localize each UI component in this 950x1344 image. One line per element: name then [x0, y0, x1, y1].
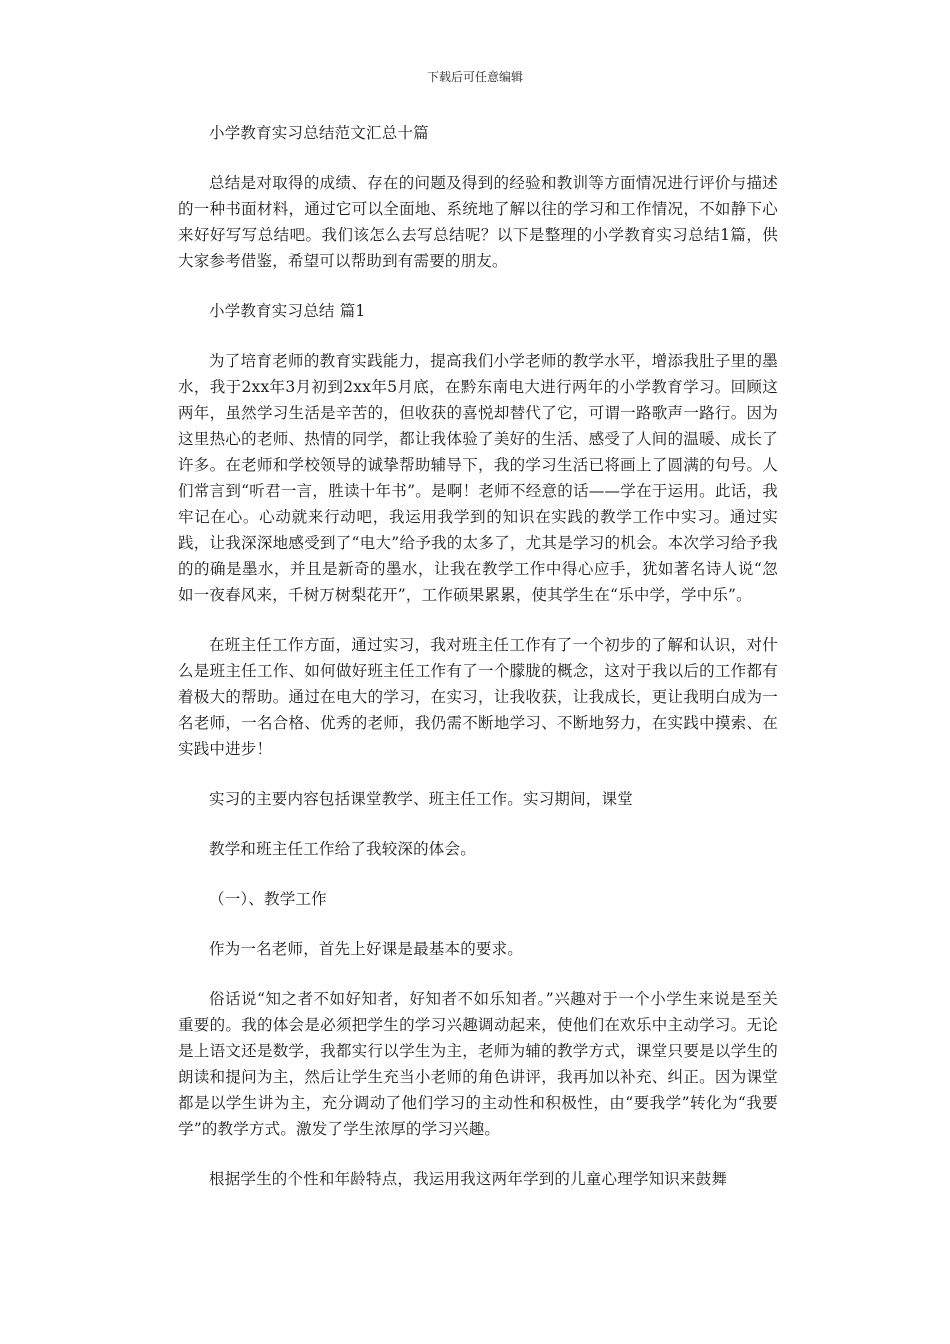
document-title: 小学教育实习总结范文汇总十篇: [209, 124, 429, 142]
document-body: [178, 120, 778, 1192]
intro-paragraph: 总结是对取得的成绩、存在的问题及得到的经验和教训等方面情况进行评价与描述的一种书面材料，通过它可以全面地、系统地了解以往的学习和工作情况，不如静下心来好好写写总结吧。我们该怎么去写总结呢？以下是整理的小学教育实习总结1篇，供大家参考借鉴，希望可以帮助到有需要的朋友。: [178, 174, 778, 270]
header-note: 下载后可任意编辑: [426, 70, 523, 84]
paragraph-3: 实习的主要内容包括课堂教学、班主任工作。实习期间，课堂: [209, 790, 633, 808]
paragraph-6: 俗话说“知之者不如好知者，好知者不如乐知者。”兴趣对于一个小学生来说是至关重要的。我的体会是必须把学生的学习兴趣调动起来，使他们在欢乐中主动学习。无论是上语文还是数学，我都实行以学生为主，老师为辅的教学方式，课堂只要是以学生的朗读和提问为主，然后让学生充当小老师的角色讲评，我再加以补充、纠正。因为课堂都是以学生讲为主，充分调动了他们学习的主动性和积极性，由“要我学”转化为“我要学”的教学方式。激发了学生浓厚的学习兴趣。: [178, 990, 778, 1138]
paragraph-5: 作为一名老师，首先上好课是最基本的要求。: [209, 940, 524, 958]
paragraph-1: 为了培育老师的教育实践能力，提高我们小学老师的教学水平，增添我肚子里的墨水，我于2xx年3月初到2xx年5月底，在黔东南电大进行两年的小学教育学习。回顾这两年，虽然学习生活是辛苦的，但收获的喜悦却替代了它，可谓一路歌声一路行。因为这里热心的老师、热情的同学，都让我体验了美好的生活、感受了人间的温暖、成长了许多。在老师和学校领导的诚挚帮助辅导下，我的学习生活已将画上了圆满的句号。人们常言到“听君一言，胜读十年书”。是啊！老师不经意的话——学在于运用。此话，我牢记在心。心动就来行动吧，我运用我学到的知识在实践的教学工作中实习。通过实践，让我深深地感受到了“电大”给予我的太多了，尤其是学习的机会。本次学习给予我的的确是墨水，并且是新奇的墨水，让我在教学工作中得心应手，犹如著名诗人说“忽如一夜春风来，千树万树梨花开”，工作硕果累累，使其学生在“乐中学，学中乐”。: [178, 352, 778, 604]
sub-heading: （一）、教学工作: [209, 890, 327, 908]
section-heading: 小学教育实习总结 篇1: [209, 302, 366, 320]
paragraph-2: 在班主任工作方面，通过实习，我对班主任工作有了一个初步的了解和认识，对什么是班主任工作、如何做好班主任工作有了一个朦胧的概念，这对于我以后的工作都有着极大的帮助。通过在电大的学习，在实习，让我收获，让我成长，更让我明白成为一名老师，一名合格、优秀的老师，我仍需不断地学习、不断地努力，在实践中摸索、在实践中进步！: [178, 636, 778, 758]
paragraph-7: 根据学生的个性和年龄特点，我运用我这两年学到的儿童心理学知识来鼓舞: [209, 1170, 728, 1188]
paragraph-4: 教学和班主任工作给了我较深的体会。: [209, 840, 476, 858]
